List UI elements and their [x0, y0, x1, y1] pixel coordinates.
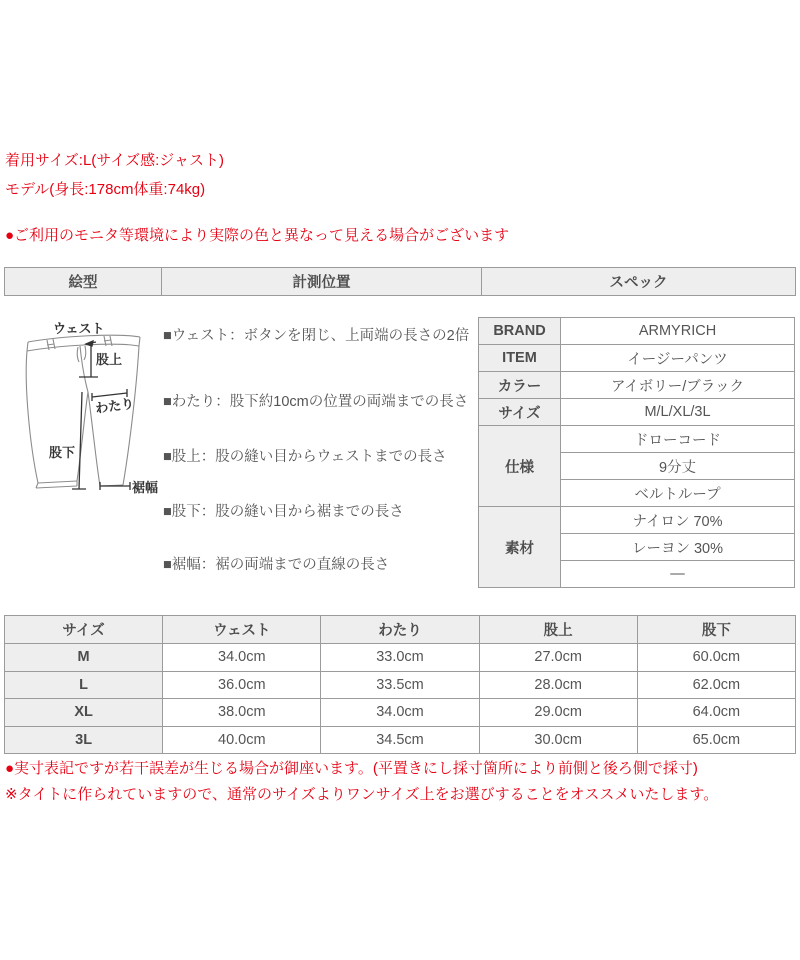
spec-value-item: イージーパンツ — [561, 345, 795, 372]
size-m-name: M — [5, 644, 163, 672]
inseam-label: 股下 — [49, 445, 76, 460]
size-3l-waist: 40.0cm — [163, 726, 321, 754]
desc-rise: ■股上：股の縫い目からウェストまでの長さ — [163, 449, 447, 465]
size-col-header-thigh: わたり — [321, 616, 479, 644]
spec-label-brand: BRAND — [479, 318, 561, 345]
desc-thigh: ■わたり：股下約10cmの位置の両端までの長さ — [163, 394, 469, 410]
table-row — [5, 616, 796, 644]
header-measure-position: 計測位置 — [162, 268, 482, 296]
size-m-inseam: 60.0cm — [637, 644, 795, 672]
desc-waist: ■ウェスト：ボタンを閉じ、上両端の長さの2倍 — [163, 328, 470, 344]
spec-value-feature-2: 9分丈 — [561, 453, 795, 480]
table-row — [479, 345, 795, 372]
table-row — [479, 318, 795, 345]
size-3l-thigh: 34.5cm — [321, 726, 479, 754]
size-m-thigh: 33.0cm — [321, 644, 479, 672]
header-spec: スペック — [482, 268, 796, 296]
spec-value-material-1: ナイロン 70% — [561, 507, 795, 534]
table-row — [5, 671, 796, 699]
size-l-thigh: 33.5cm — [321, 671, 479, 699]
spec-label-size: サイズ — [479, 399, 561, 426]
size-m-waist: 34.0cm — [163, 644, 321, 672]
size-xl-waist: 38.0cm — [163, 699, 321, 727]
wearing-size-note: 着用サイズ:L(サイズ感:ジャスト) — [5, 152, 224, 169]
measurement-disclaimer — [5, 756, 718, 807]
waist-label: ウェスト — [53, 321, 105, 336]
fitting-notes — [5, 146, 224, 204]
size-col-header-rise: 股上 — [479, 616, 637, 644]
spec-label-color: カラー — [479, 372, 561, 399]
table-row — [479, 426, 795, 453]
spec-label-material: 素材 — [479, 507, 561, 588]
size-xl-thigh: 34.0cm — [321, 699, 479, 727]
size-col-header-waist: ウェスト — [163, 616, 321, 644]
size-xl-inseam: 64.0cm — [637, 699, 795, 727]
table-row — [5, 644, 796, 672]
spec-value-color: アイボリー/ブラック — [561, 372, 795, 399]
rise-label: 股上 — [96, 352, 123, 367]
size-m-rise: 27.0cm — [479, 644, 637, 672]
spec-table — [478, 317, 795, 588]
table-row — [5, 726, 796, 754]
size-col-header-inseam: 股下 — [637, 616, 795, 644]
spec-value-material-3: — — [561, 561, 795, 588]
spec-value-feature-3: ベルトループ — [561, 480, 795, 507]
size-3l-name: 3L — [5, 726, 163, 754]
disclaimer-line-2: ※タイトに作られていますので、通常のサイズよりワンサイズ上をお選びすることをオススメいたします。 — [5, 785, 719, 803]
table-row — [479, 399, 795, 426]
pants-drawing-svg — [22, 316, 170, 502]
hem-label: 裾幅 — [132, 480, 159, 495]
size-l-waist: 36.0cm — [163, 671, 321, 699]
desc-inseam: ■股下：股の縫い目から裾までの長さ — [163, 504, 404, 520]
size-xl-name: XL — [5, 699, 163, 727]
size-l-name: L — [5, 671, 163, 699]
size-xl-rise: 29.0cm — [479, 699, 637, 727]
spec-value-size: M/L/XL/3L — [561, 399, 795, 426]
measure-section-header — [4, 267, 796, 296]
size-3l-rise: 30.0cm — [479, 726, 637, 754]
spec-value-feature-1: ドローコード — [561, 426, 795, 453]
table-row — [479, 372, 795, 399]
size-col-header-size: サイズ — [5, 616, 163, 644]
desc-hem: ■裾幅：裾の両端までの直線の長さ — [163, 557, 390, 573]
size-chart-table — [4, 615, 796, 754]
table-row — [479, 507, 795, 534]
monitor-color-note: ●ご利用のモニタ等環境により実際の色と異なって見える場合がございます — [5, 227, 510, 244]
spec-label-features: 仕様 — [479, 426, 561, 507]
table-row — [5, 699, 796, 727]
thigh-label: わたり — [94, 395, 136, 416]
size-l-rise: 28.0cm — [479, 671, 637, 699]
diagram-labels — [49, 321, 158, 495]
pants-diagram — [22, 316, 170, 502]
size-3l-inseam: 65.0cm — [637, 726, 795, 754]
spec-value-brand: ARMYRICH — [561, 318, 795, 345]
spec-label-item: ITEM — [479, 345, 561, 372]
disclaimer-line-1: ●実寸表記ですが若干誤差が生じる場合が御座います。(平置きにし採寸箇所により前側と後ろ側で採寸) — [5, 760, 698, 777]
size-l-inseam: 62.0cm — [637, 671, 795, 699]
spec-value-material-2: レーヨン 30% — [561, 534, 795, 561]
header-diagram: 絵型 — [5, 268, 162, 296]
model-info-note: モデル(身長:178cm体重:74kg) — [5, 181, 206, 198]
